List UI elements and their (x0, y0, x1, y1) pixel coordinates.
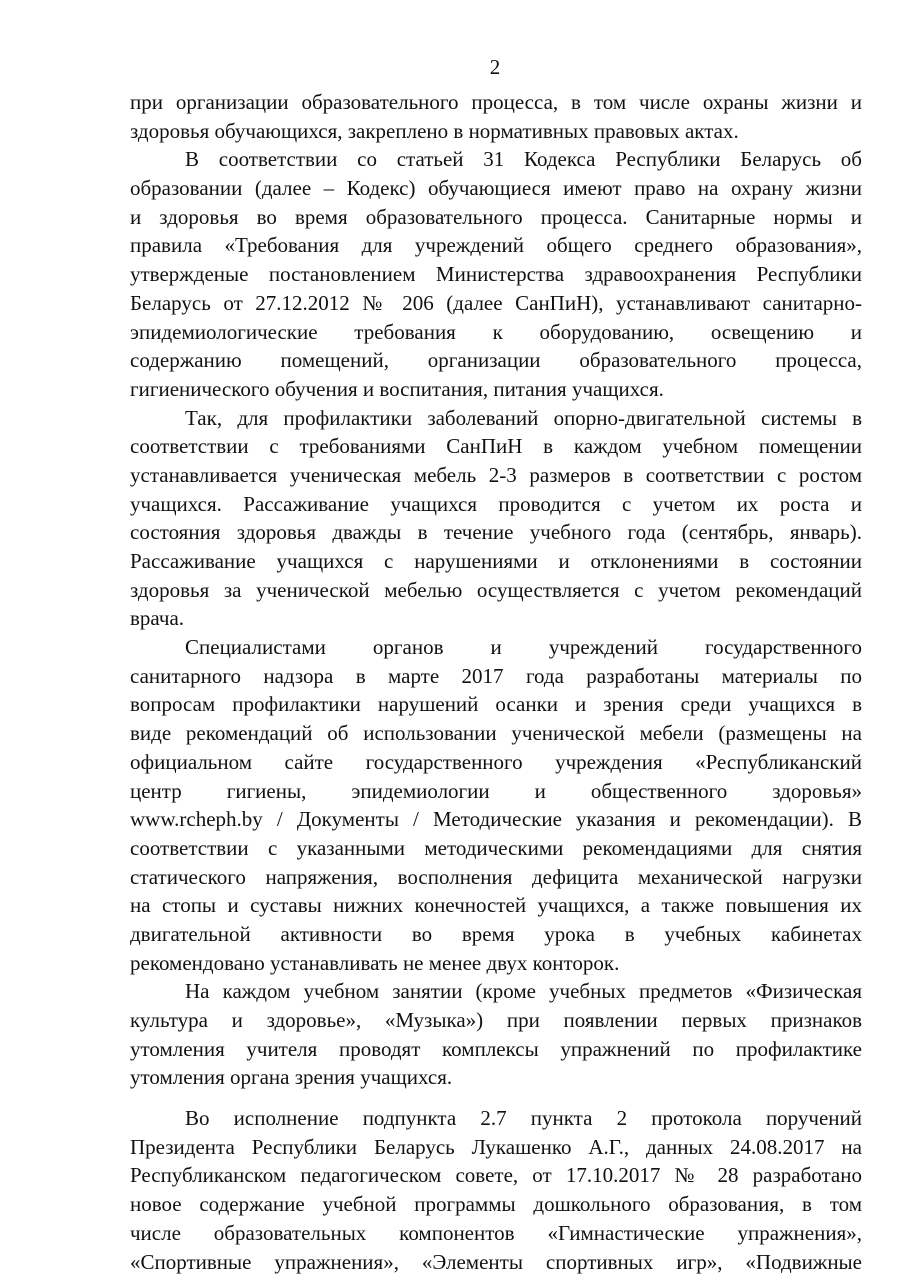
text-line: эпидемиологические требования к оборудованию, освещению и (130, 319, 862, 344)
text-line: утвержденые постановлением Министерства здравоохранения Республики (130, 262, 862, 287)
text-line: «Спортивные упражнения», «Элементы спортивных игр», «Подвижные (130, 1249, 862, 1274)
text-line: Республиканском педагогическом совете, от 17.10.2017 № 28 разработано (130, 1163, 862, 1188)
text-line: статического напряжения, восполнения дефицита механической нагрузки (130, 864, 862, 889)
text-line: Президента Республики Беларусь Лукашенко А.Г., данных 24.08.2017 на (130, 1134, 862, 1159)
text-line: виде рекомендаций об использовании ученической мебели (размещены на (130, 721, 862, 746)
paragraph (130, 1104, 862, 1276)
text-line: культура и здоровье», «Музыка») при появлении первых признаков (130, 1008, 862, 1032)
text-line: на стопы и суставы нижних конечностей учащихся, а также повышения их (130, 893, 862, 918)
text-line: На каждом учебном занятии (кроме учебных предметов «Физическая (185, 979, 862, 1004)
text-line: Рассаживание учащихся с нарушениями и отклонениями в состоянии (130, 549, 862, 573)
text-line: врача. (130, 606, 185, 631)
text-line: Во исполнение подпункта 2.7 пункта 2 протокола поручений (185, 1106, 862, 1131)
text-line: правила «Требования для учреждений общего среднего образования», (130, 233, 862, 258)
text-line: состояния здоровья дважды в течение учебного года (сентябрь, январь). (130, 520, 862, 545)
text-line: В соответствии со статьей 31 Кодекса Республики Беларусь об (185, 147, 862, 172)
text-line: официальном сайте государственного учреждения «Республиканский (130, 749, 862, 774)
text-line: утомления органа зрения учащихся. (130, 1065, 453, 1090)
text-line: здоровья обучающихся, закреплено в нормативных правовых актах. (130, 118, 739, 143)
text-line: при организации образовательного процесса, в том числе охраны жизни и (130, 90, 862, 114)
text-line: устанавливается ученическая мебель 2-3 размеров в соответствии с ростом (130, 462, 862, 487)
text-line: утомления учителя проводят комплексы упражнений по профилактике (130, 1036, 862, 1061)
text-line: содержанию помещений, организации образовательного процесса, (130, 348, 862, 373)
paragraph (130, 88, 862, 145)
text-line: и здоровья во время образовательного процесса. Санитарные нормы и (130, 204, 862, 229)
text-line: Беларусь от 27.12.2012 № 206 (далее СанПиН), устанавливают санитарно- (130, 290, 862, 315)
paragraph (130, 633, 862, 977)
paragraph (130, 404, 862, 634)
text-line: образовании (далее – Кодекс) обучающиеся имеют право на охрану жизни (130, 176, 862, 201)
page-number: 2 (489, 55, 501, 79)
paragraph (130, 977, 862, 1092)
text-line: двигательной активности во время урока в учебных кабинетах (130, 921, 862, 946)
text-line: рекомендовано устанавливать не менее двух конторок. (130, 950, 620, 975)
text-line: Так, для профилактики заболеваний опорно-двигательной системы в (185, 405, 862, 430)
text-line: новое содержание учебной программы дошкольного образования, в том (130, 1192, 862, 1217)
text-line: www.rcheph.by / Документы / Методические указания и рекомендации). В (130, 807, 862, 832)
document-body (130, 88, 862, 1276)
text-line: вопросам профилактики нарушений осанки и зрения среди учащихся в (130, 692, 862, 717)
paragraph (130, 145, 862, 403)
text-line: Специалистами органов и учреждений государственного (185, 635, 862, 660)
text-line: центр гигиены, эпидемиологии и общественного здоровья» (130, 778, 862, 803)
text-line: санитарного надзора в марте 2017 года разработаны материалы по (130, 663, 862, 688)
text-line: здоровья за ученической мебелью осуществляется с учетом рекомендаций (130, 577, 862, 602)
text-line: гигиенического обучения и воспитания, питания учащихся. (130, 376, 664, 401)
text-line: соответствии с указанными методическими рекомендациями для снятия (130, 835, 862, 860)
text-line: учащихся. Рассаживание учащихся проводится с учетом их роста и (130, 491, 862, 516)
text-line: соответствии с требованиями СанПиН в каждом учебном помещении (130, 434, 862, 459)
text-line: числе образовательных компонентов «Гимнастические упражнения», (130, 1220, 862, 1245)
